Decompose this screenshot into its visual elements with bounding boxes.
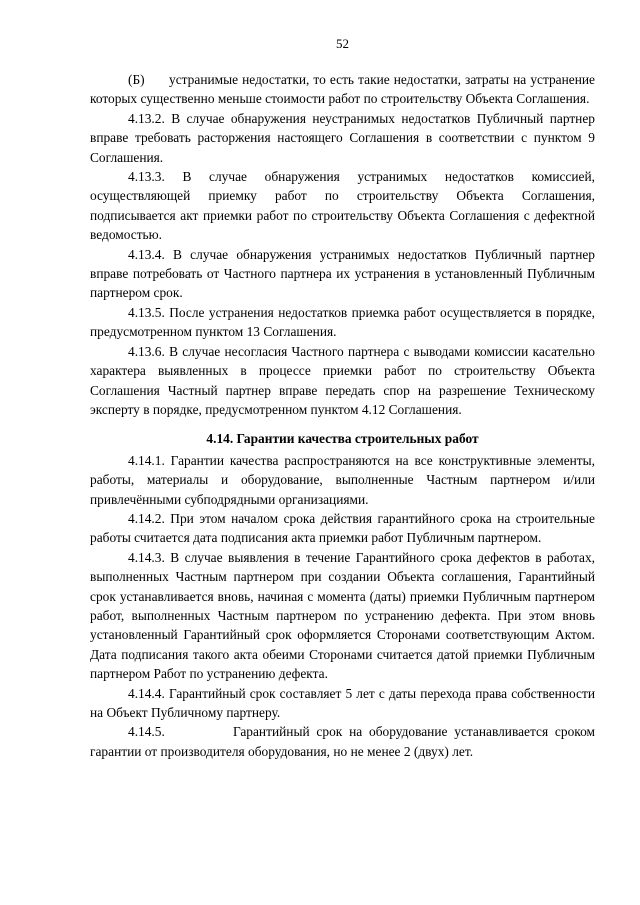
paragraph-4-13-3: 4.13.3. В случае обнаружения устранимых недостатков комиссией, осуществляющей приемку работ по строительству Объекта Соглашения, подписывается акт приемки работ по строительству Объекта Соглашения с дефектной ведомостью. xyxy=(90,169,595,243)
paragraph-b-removable-defects: (Б) устранимые недостатки, то есть такие недостатки, затраты на устранение которых существенно меньше стоимости работ по строительству Объекта Соглашения. xyxy=(90,72,595,107)
paragraph-4-14-5: 4.14.5. Гарантийный срок на оборудование устанавливается сроком гарантии от производителя оборудования, но не менее 2 (двух) лет. xyxy=(90,724,595,759)
section-heading-4-14: 4.14. Гарантии качества строительных работ xyxy=(206,431,479,447)
document-page xyxy=(90,36,595,761)
paragraph-4-14-3: 4.14.3. В случае выявления в течение Гарантийного срока дефектов в работах, выполненных Частным партнером при создании Объекта соглашения, Гарантийный срок устанавливается вновь, начиная с момента (даты) приемки Публичным партнером работ, выполненных Частным партнером по устранению дефекта. При этом вновь установленный Гарантийный срок оформляется Сторонами соответствующим Актом. Дата подписания такого акта обеими Сторонами считается датой приемки Публичным партнером Работ по устранению дефекта. xyxy=(90,549,595,682)
paragraph-4-13-5: 4.13.5. После устранения недостатков приемка работ осуществляется в порядке, предусмотренном пунктом 13 Соглашения. xyxy=(90,304,595,340)
page-number: 52 xyxy=(336,36,349,51)
paragraph-4-14-2: 4.14.2. При этом началом срока действия гарантийного срока на строительные работы считается дата подписания акта приемки работ Публичным партнером. xyxy=(90,510,595,546)
paragraph-4-13-2: 4.13.2. В случае обнаружения неустранимых недостатков Публичный партнер вправе требовать расторжения настоящего Соглашения в соответствии с пунктом 9 Соглашения. xyxy=(90,110,595,165)
paragraph-4-14-1: 4.14.1. Гарантии качества распространяются на все конструктивные элементы, работы, материалы и оборудование, выполненные Частным партнером и/или привлечёнными субподрядными организациями. xyxy=(90,452,595,507)
paragraph-4-13-6: 4.13.6. В случае несогласия Частного партнера с выводами комиссии касательно характера выявленных в процессе приемки работ по строительству Объекта Соглашения Частный партнер вправе передать спор на разрешение Техническому эксперту в порядке, предусмотренном пунктом 4.12 Соглашения. xyxy=(90,343,595,417)
paragraph-4-14-4: 4.14.4. Гарантийный срок составляет 5 лет с даты перехода права собственности на Объект Публичному партнеру. xyxy=(90,685,595,720)
paragraph-4-13-4: 4.13.4. В случае обнаружения устранимых недостатков Публичный партнер вправе потребовать от Частного партнера их устранения в установленный Публичным партнером срок. xyxy=(90,246,595,301)
